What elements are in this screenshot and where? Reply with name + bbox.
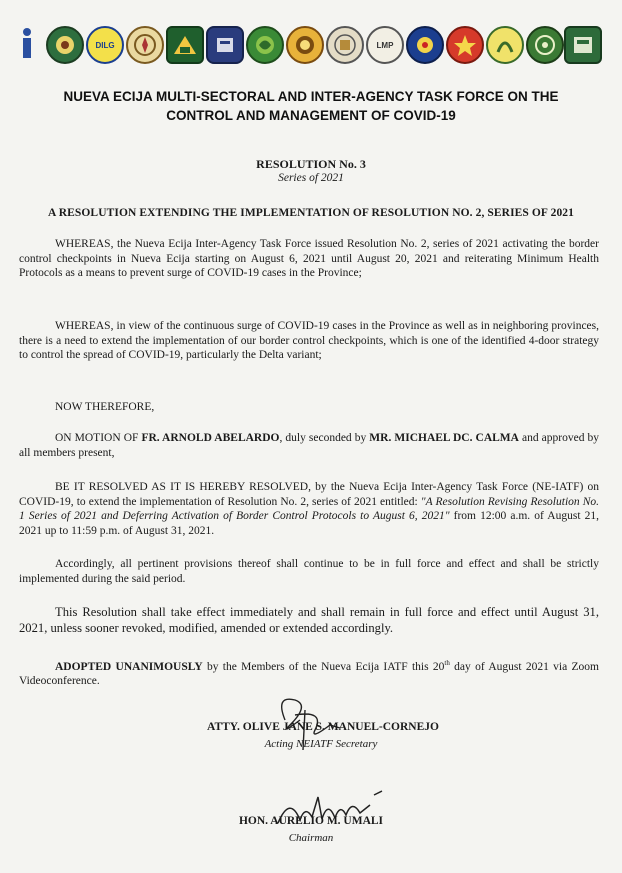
agency-title-line-2: CONTROL AND MANAGEMENT OF COVID-19: [166, 108, 456, 123]
motion-text-a: ON MOTION OF: [55, 432, 142, 444]
chairman-title: Chairman: [288, 832, 334, 844]
seal-2-dilg: [86, 26, 124, 64]
seal-14: [564, 26, 602, 64]
seal-7: [286, 26, 324, 64]
mover-name: FR. ARNOLD ABELARDO: [141, 432, 280, 444]
agency-logo: [14, 26, 40, 64]
seal-4: [166, 26, 204, 64]
chairman-name: HON. AURELIO M. UMALI: [238, 815, 384, 827]
seal-5: [206, 26, 244, 64]
logo-strip: [6, 18, 616, 74]
resolution-number: RESOLUTION No. 3: [256, 157, 366, 171]
seal-3: [126, 26, 164, 64]
chairman-signature: [270, 785, 400, 835]
whereas-paragraph-1: [19, 237, 599, 281]
seal-13: [526, 26, 564, 64]
now-therefore-paragraph: [19, 400, 599, 415]
effectivity-paragraph: [19, 604, 599, 636]
resolved-paragraph: [19, 480, 599, 538]
adopted-text-b: day of August 2021 via Zoom Videoconference.: [19, 660, 599, 688]
resolved-text-a: BE IT RESOLVED AS IT IS HEREBY RESOLVED, by the Nueva Ecija Inter-Agency Task Force (NE-IATF) on COVID-19, to extend the implementation of Resolution No. 2, series of 2021 entitled:: [19, 481, 599, 508]
seal-9-lmp: [366, 26, 404, 64]
now-therefore-text: NOW THEREFORE,: [55, 401, 155, 413]
agency-title: [20, 87, 602, 125]
motion-paragraph: [19, 431, 599, 460]
resolution-quote: "A Resolution Revising Resolution No. 1 Series of 2021 and Deferring Activation of Border Control Protocols to August 6, 2021": [19, 495, 599, 523]
adopted-unanimously: ADOPTED UNANIMOUSLY: [55, 660, 203, 673]
accordingly-paragraph: [19, 557, 599, 586]
motion-text-c: and approved by all members present,: [19, 432, 599, 459]
secretary-name: ATTY. OLIVE JANE S. MANUEL-CORNEJO: [207, 721, 439, 733]
seal-8: [326, 26, 364, 64]
seal-10: [406, 26, 444, 64]
whereas-2-text: WHEREAS, in view of the continuous surge of COVID-19 cases in the Province as well as in neighboring provinces, there is a need to extend the implementation of our border control checkpoints, which is one of the identified 4-door strategy to control the spread of COVID-19, particularly the Delta variant;: [19, 320, 599, 362]
accordingly-text: Accordingly, all pertinent provisions thereof shall continue to be in full force and effect and shall be strictly implemented during the said period.: [19, 558, 599, 585]
resolved-text-b: from 12:00 a.m. of August 21, 2021 up to 11:59 p.m. of August 31, 2021.: [19, 510, 599, 537]
seal-6: [246, 26, 284, 64]
whereas-paragraph-2: [19, 319, 599, 363]
seconder-name: MR. MICHAEL DC. CALMA: [369, 432, 519, 444]
motion-text-b: , duly seconded by: [279, 432, 370, 444]
adopted-paragraph: [19, 656, 599, 689]
adopted-text-a: by the Members of the Nueva Ecija IATF this 20: [202, 660, 445, 673]
effectivity-text: This Resolution shall take effect immediately and shall remain in full force and effect until August 31, 2021, unless sooner revoked, modified, amended or extended accordingly.: [19, 605, 599, 635]
day-ordinal: th: [444, 659, 450, 667]
whereas-1-text: WHEREAS, the Nueva Ecija Inter-Agency Task Force issued Resolution No. 2, series of 2021 activating the border control checkpoints in Nueva Ecija starting on August 6, 2021 until August 20, 2021 and reiterating Minimum Health Protocols as a means to prevent surge of COVID-19 cases in the Province;: [19, 238, 599, 280]
dilg-logo-text: DILG: [95, 40, 115, 50]
agency-title-line-1: NUEVA ECIJA MULTI-SECTORAL AND INTER-AGENCY TASK FORCE ON THE: [63, 89, 559, 104]
resolution-title: A RESOLUTION EXTENDING THE IMPLEMENTATION OF RESOLUTION NO. 2, SERIES OF 2021: [47, 207, 575, 219]
seal-1: [46, 26, 84, 64]
seal-12: [486, 26, 524, 64]
resolution-series: Series of 2021: [278, 172, 344, 184]
lmp-logo-text: LMP: [376, 40, 394, 50]
seal-11: [446, 26, 484, 64]
secretary-title: Acting NEIATF Secretary: [264, 738, 378, 750]
